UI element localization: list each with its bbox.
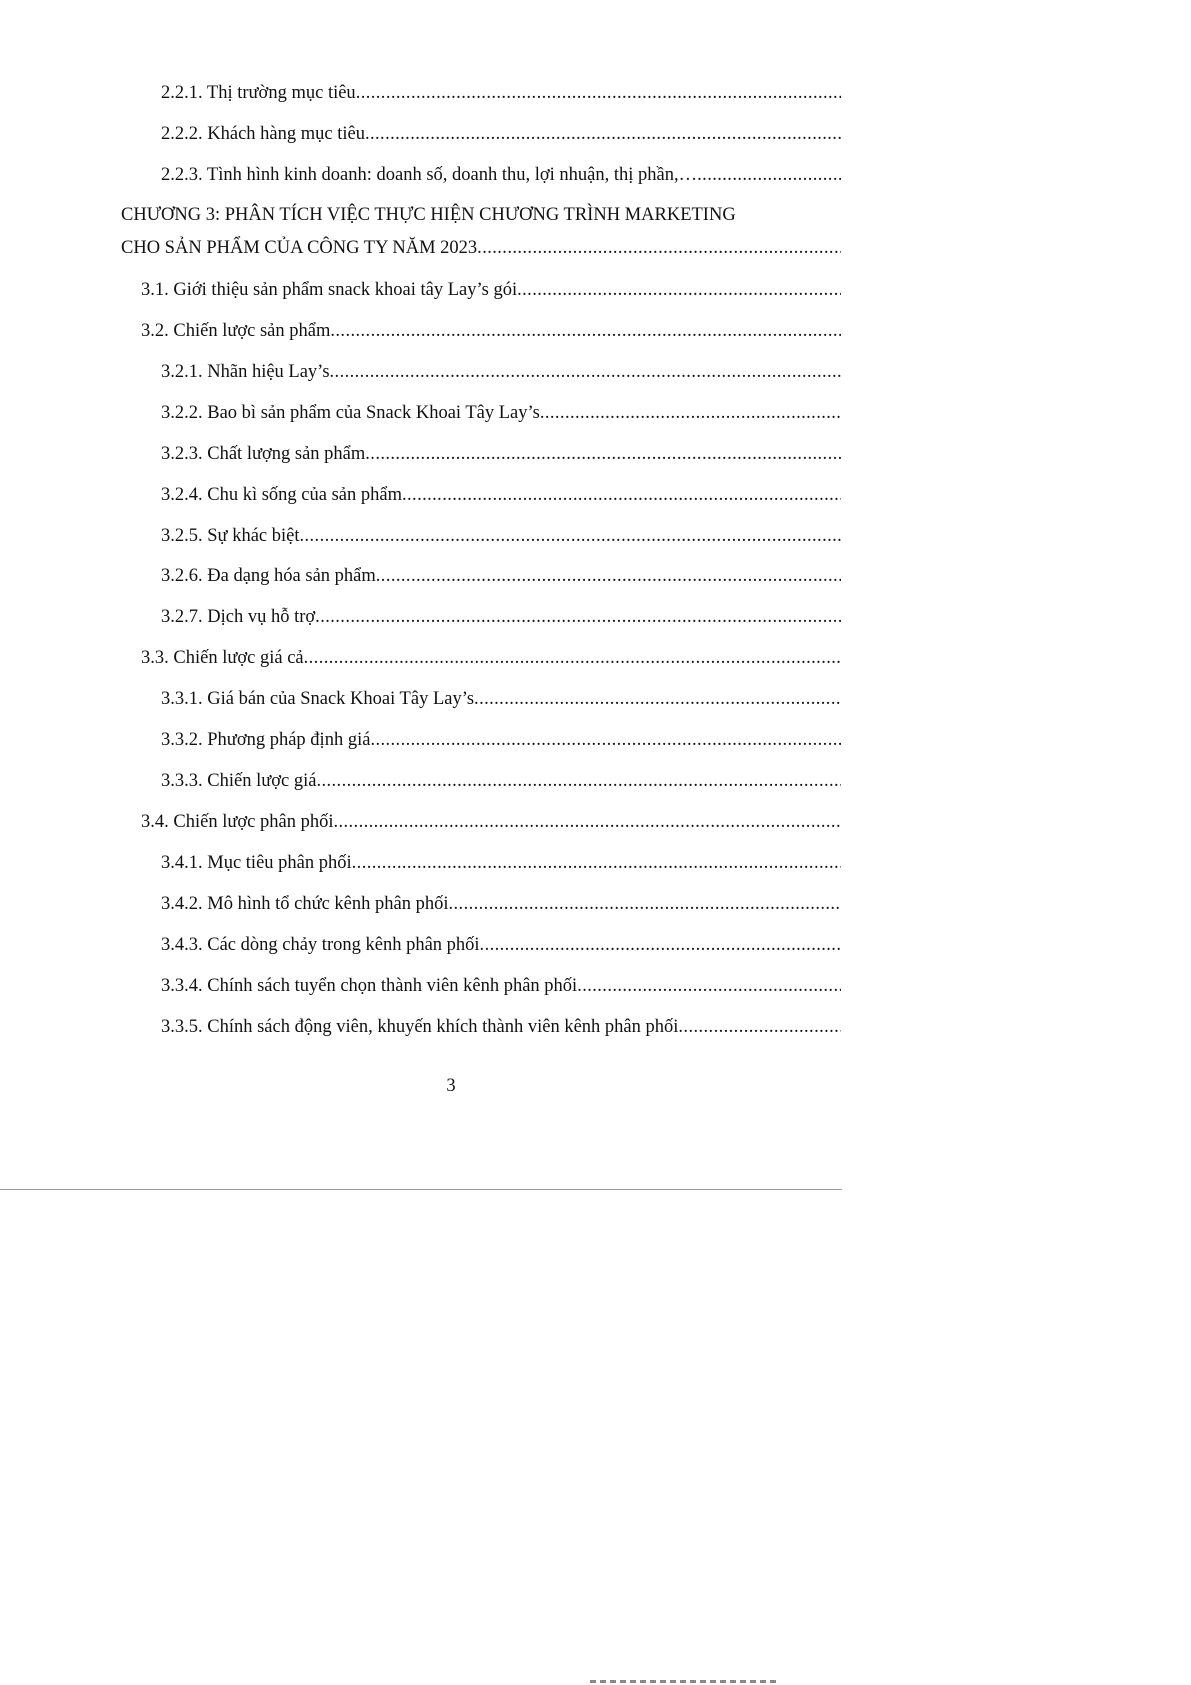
toc-dot-leader xyxy=(474,688,841,710)
toc-dot-leader xyxy=(330,361,841,383)
toc-subsection-entry[interactable] xyxy=(161,398,841,424)
toc-entry-title: 3.4.1. Mục tiêu phân phối xyxy=(161,853,352,873)
toc-entry-title: 3.3. Chiến lược giá cả xyxy=(141,648,304,668)
toc-dot-leader xyxy=(352,852,841,874)
scan-artifact-marks xyxy=(590,1680,780,1683)
toc-subsection-entry[interactable] xyxy=(161,684,841,710)
toc-dot-leader xyxy=(304,647,841,669)
toc-subsection-entry[interactable] xyxy=(161,521,841,547)
toc-subsection-entry[interactable] xyxy=(161,439,841,465)
toc-dot-leader xyxy=(365,123,841,145)
toc-subsection-entry[interactable] xyxy=(161,1012,841,1038)
toc-dot-leader xyxy=(333,811,841,833)
toc-subsection-entry[interactable] xyxy=(161,971,841,997)
toc-entry-title: 3.2. Chiến lược sản phẩm xyxy=(141,321,331,341)
toc-entry-title: 3.2.2. Bao bì sản phẩm của Snack Khoai Tây Lay’s xyxy=(161,403,540,423)
toc-chapter-entry[interactable] xyxy=(121,233,841,259)
toc-entry-title: 2.2.2. Khách hàng mục tiêu xyxy=(161,124,365,144)
toc-entry-title: 3.2.1. Nhãn hiệu Lay’s xyxy=(161,362,330,382)
toc-dot-leader xyxy=(678,1016,841,1038)
toc-subsection-entry[interactable] xyxy=(161,119,841,145)
toc-entry-title: 3.2.4. Chu kì sống của sản phẩm xyxy=(161,485,402,505)
toc-entry-title: CHO SẢN PHẨM CỦA CÔNG TY NĂM 2023 xyxy=(121,238,478,258)
page-number: 3 xyxy=(446,1076,456,1096)
toc-subsection-entry[interactable] xyxy=(161,160,841,186)
toc-dot-leader xyxy=(330,320,841,342)
toc-section-entry[interactable] xyxy=(141,807,841,833)
toc-section-entry[interactable] xyxy=(141,316,841,342)
toc-entry-title: 3.3.1. Giá bán của Snack Khoai Tây Lay’s xyxy=(161,689,475,709)
toc-subsection-entry[interactable] xyxy=(161,725,841,751)
toc-entry-title: 3.2.3. Chất lượng sản phẩm xyxy=(161,444,366,464)
toc-entry-title: 3.2.6. Đa dạng hóa sản phẩm xyxy=(161,566,376,586)
toc-subsection-entry[interactable] xyxy=(161,848,841,874)
toc-dot-leader xyxy=(402,484,841,506)
toc-subsection-entry[interactable] xyxy=(161,357,841,383)
toc-dot-leader xyxy=(517,279,841,301)
toc-dot-leader xyxy=(449,893,842,915)
toc-entry-title: 2.2.1. Thị trường mục tiêu xyxy=(161,83,356,103)
toc-entry-title: 3.2.7. Dịch vụ hỗ trợ xyxy=(161,607,316,627)
toc-entry-title: 2.2.3. Tình hình kinh doanh: doanh số, doanh thu, lợi nhuận, thị phần,… xyxy=(161,165,698,185)
toc-subsection-entry[interactable] xyxy=(161,78,841,104)
page-separator-line xyxy=(0,1189,842,1190)
toc-entry-title: 3.3.5. Chính sách động viên, khuyến khích thành viên kênh phân phối xyxy=(161,1017,679,1037)
toc-subsection-entry[interactable] xyxy=(161,889,841,915)
toc-entry-title: 3.4.3. Các dòng chảy trong kênh phân phối xyxy=(161,935,480,955)
toc-subsection-entry[interactable] xyxy=(161,561,841,587)
toc-section-entry[interactable] xyxy=(141,643,841,669)
toc-entry-title: 3.3.3. Chiến lược giá xyxy=(161,771,317,791)
toc-subsection-entry[interactable] xyxy=(161,480,841,506)
toc-subsection-entry[interactable] xyxy=(161,766,841,792)
toc-dot-leader xyxy=(376,565,841,587)
toc-dot-leader xyxy=(577,975,841,997)
toc-section-entry[interactable] xyxy=(141,275,841,301)
toc-dot-leader xyxy=(356,82,841,104)
toc-dot-leader xyxy=(299,525,841,547)
toc-dot-leader xyxy=(697,164,841,186)
toc-chapter-heading: CHƯƠNG 3: PHÂN TÍCH VIỆC THỰC HIỆN CHƯƠNG TRÌNH MARKETING xyxy=(121,205,736,225)
toc-entry-title: 3.4.2. Mô hình tổ chức kênh phân phối xyxy=(161,894,449,914)
toc-subsection-entry[interactable] xyxy=(161,930,841,956)
toc-dot-leader xyxy=(365,443,841,465)
toc-subsection-entry[interactable] xyxy=(161,602,841,628)
toc-dot-leader xyxy=(540,402,841,424)
toc-dot-leader xyxy=(370,729,841,751)
toc-dot-leader xyxy=(477,237,841,259)
toc-entry-title: 3.3.4. Chính sách tuyển chọn thành viên kênh phân phối xyxy=(161,976,578,996)
toc-entry-title: 3.1. Giới thiệu sản phẩm snack khoai tây Lay’s gói xyxy=(141,280,518,300)
toc-dot-leader xyxy=(315,606,841,628)
toc-dot-leader xyxy=(480,934,841,956)
toc-entry-title: 3.4. Chiến lược phân phối xyxy=(141,812,334,832)
toc-entry-title: 3.3.2. Phương pháp định giá xyxy=(161,730,371,750)
toc-dot-leader xyxy=(316,770,841,792)
toc-entry-title: 3.2.5. Sự khác biệt xyxy=(161,526,300,546)
